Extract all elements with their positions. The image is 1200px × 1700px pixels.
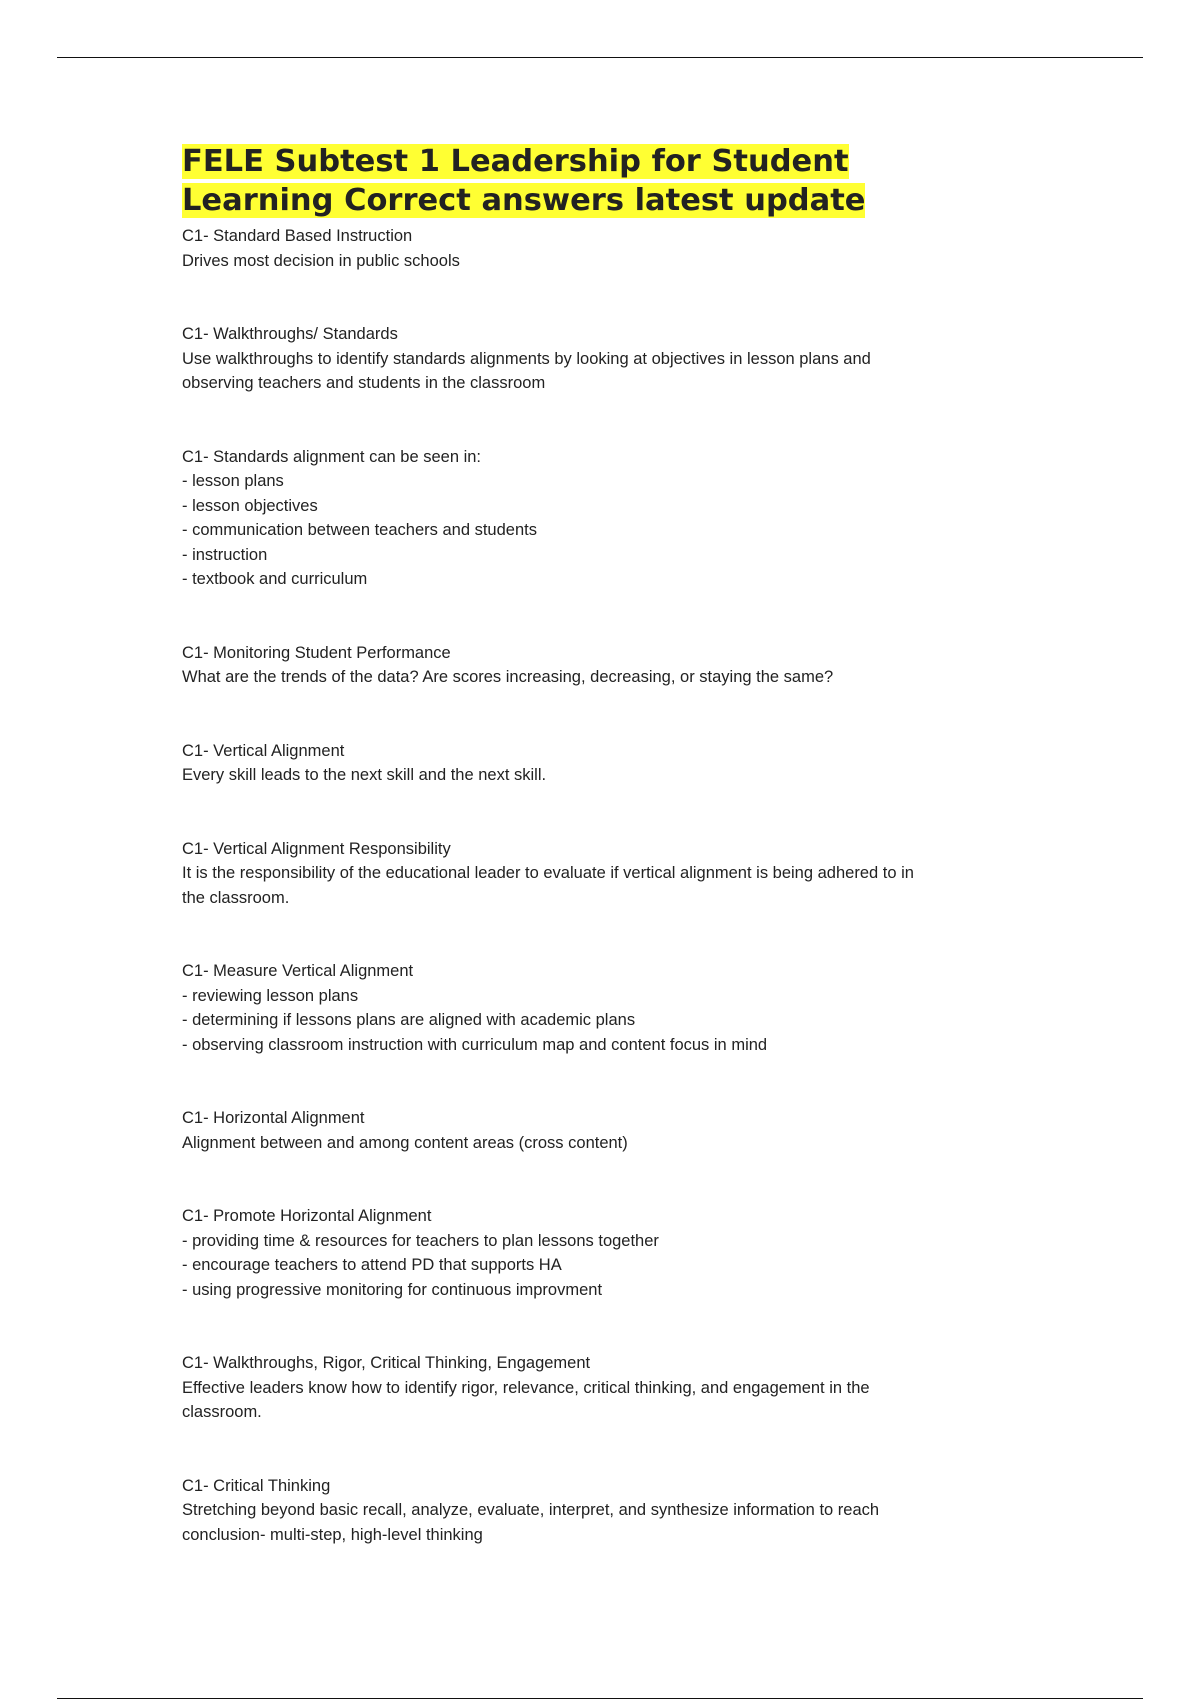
entry-term: C1- Measure Vertical Alignment (182, 962, 414, 980)
entry-answer-line: classroom. (182, 1403, 262, 1421)
entry-answer-line: Use walkthroughs to identify standards alignments by looking at objectives in lesson plans and (182, 349, 871, 368)
qa-entry (182, 959, 1062, 1057)
entry-term: C1- Walkthroughs, Rigor, Critical Thinking, Engagement (182, 1354, 591, 1372)
qa-entry (182, 739, 1062, 788)
qa-entry (182, 1106, 1062, 1155)
entry-answer-line: What are the trends of the data? Are scores increasing, decreasing, or staying the same? (182, 668, 834, 686)
entry-term: C1- Promote Horizontal Alignment (182, 1207, 432, 1225)
entry-term: C1- Vertical Alignment Responsibility (182, 839, 451, 858)
entry-answer-line: - instruction (182, 545, 268, 564)
entry-answer-line: - using progressive monitoring for continuous improvment (182, 1280, 603, 1299)
entry-answer-line: - providing time & resources for teachers to plan lessons together (182, 1231, 659, 1250)
title-line-1: FELE Subtest 1 Leadership for Student (182, 144, 849, 179)
entry-answer-line: Every skill leads to the next skill and the next skill. (182, 766, 547, 784)
document-body (182, 142, 1062, 1547)
entry-term: C1- Standards alignment can be seen in: (182, 447, 482, 466)
qa-entry (182, 1474, 1062, 1548)
entry-answer-line: - encourage teachers to attend PD that supports HA (182, 1256, 562, 1274)
entry-term: C1- Critical Thinking (182, 1476, 331, 1495)
title-line-2: Learning Correct answers latest update (182, 183, 866, 218)
qa-entry (182, 224, 1062, 273)
entry-answer-line: - communication between teachers and students (182, 521, 537, 539)
entry-term: C1- Walkthroughs/ Standards (182, 325, 398, 343)
qa-entry (182, 322, 1062, 396)
entry-term: C1- Monitoring Student Performance (182, 643, 451, 662)
entry-answer-line: conclusion- multi-step, high-level thinking (182, 1525, 483, 1544)
qa-entry (182, 641, 1062, 690)
entry-term: C1- Vertical Alignment (182, 741, 345, 760)
document-title (182, 142, 1062, 220)
entry-answer-line: observing teachers and students in the classroom (182, 374, 546, 392)
qa-entry (182, 837, 1062, 911)
entry-answer-line: - observing classroom instruction with curriculum map and content focus in mind (182, 1035, 768, 1054)
entry-answer-line: - textbook and curriculum (182, 570, 368, 588)
entry-answer-line: Effective leaders know how to identify rigor, relevance, critical thinking, and engagement in the (182, 1378, 870, 1397)
entry-term: C1- Horizontal Alignment (182, 1109, 365, 1127)
qa-list (182, 224, 1062, 1547)
entry-answer-line: It is the responsibility of the educational leader to evaluate if vertical alignment is being adhered to in (182, 864, 914, 882)
entry-answer-line: - reviewing lesson plans (182, 986, 359, 1005)
qa-entry (182, 1351, 1062, 1425)
header-rule (57, 57, 1143, 58)
entry-answer-line: Drives most decision in public schools (182, 251, 460, 270)
entry-answer-line: the classroom. (182, 888, 290, 907)
entry-term: C1- Standard Based Instruction (182, 227, 413, 245)
footer-rule (57, 1698, 1143, 1699)
qa-entry (182, 445, 1062, 592)
qa-entry (182, 1204, 1062, 1302)
entry-answer-line: - determining if lessons plans are aligned with academic plans (182, 1011, 636, 1029)
entry-answer-line: Stretching beyond basic recall, analyze, evaluate, interpret, and synthesize information to reach (182, 1501, 880, 1519)
entry-answer-line: - lesson objectives (182, 496, 318, 515)
entry-answer-line: - lesson plans (182, 472, 284, 490)
entry-answer-line: Alignment between and among content areas (cross content) (182, 1133, 628, 1152)
